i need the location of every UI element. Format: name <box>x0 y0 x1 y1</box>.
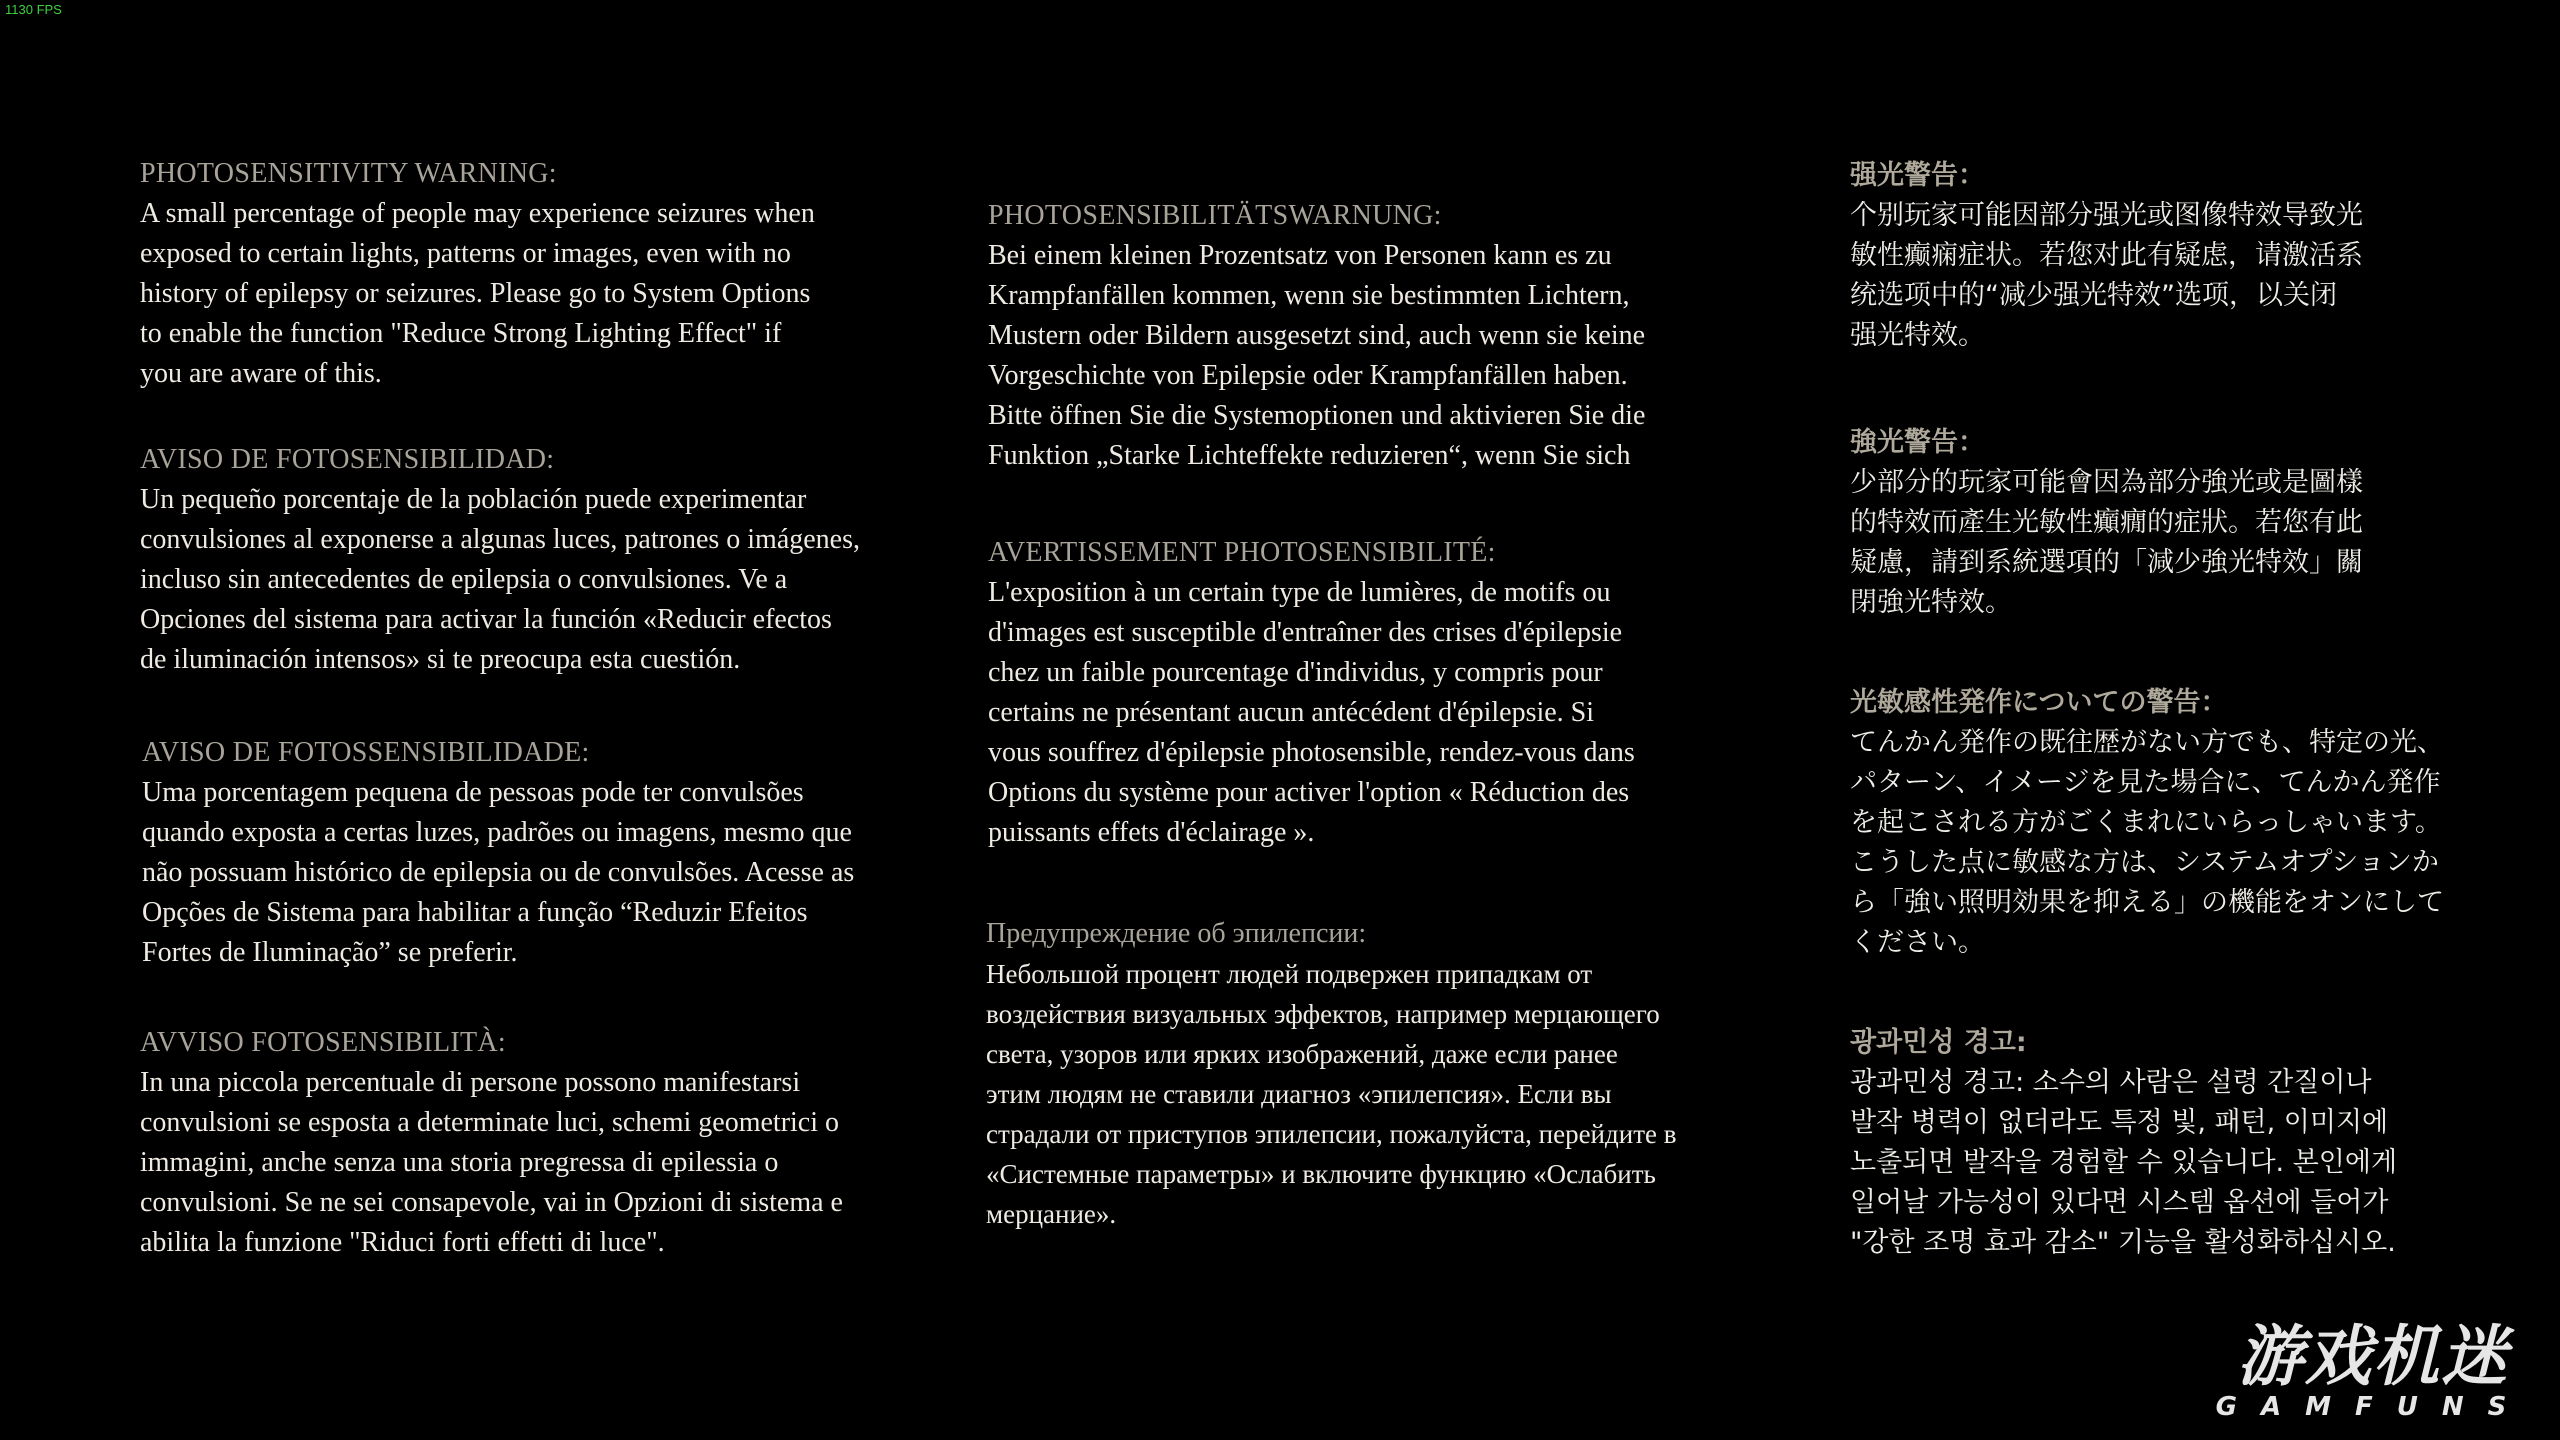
warning-en <box>140 154 815 394</box>
warning-line: мерцание». <box>986 1199 1117 1229</box>
warning-line: Vorgeschichte von Epilepsie oder Krampfanfällen haben. <box>988 360 1628 391</box>
watermark-logo-cn: 游戏机迷 <box>2237 1318 2509 1395</box>
warning-line: Un pequeño porcentaje de la población puede experimentar <box>140 484 807 515</box>
warning-line: vous souffrez d'épilepsie photosensible, rendez-vous dans <box>988 737 1635 768</box>
warning-line: Krampfanfällen kommen, wenn sie bestimmten Lichtern, <box>988 280 1630 311</box>
warning-line: you are aware of this. <box>140 358 382 389</box>
warning-heading: Предупреждение об эпилепсии: <box>986 918 1367 949</box>
warning-line: L'exposition à un certain type de lumières, de motifs ou <box>988 577 1611 608</box>
warning-line: 强光特效。 <box>1850 320 1985 351</box>
warning-es <box>140 440 860 680</box>
warning-line: を起こされる方がごくまれにいらっしゃいます。 <box>1850 807 2442 838</box>
warning-line: «Системные параметры» и включите функцию «Ослабить <box>986 1159 1656 1189</box>
warning-line: パターン、イメージを見た場合に、てんかん発作 <box>1850 767 2441 798</box>
warning-line: quando exposta a certas luzes, padrões ou imagens, mesmo que <box>142 817 852 848</box>
warning-line: 노출되면 발작을 경험할 수 있습니다. 본인에게 <box>1850 1147 2398 1178</box>
warning-line: 閉強光特效。 <box>1850 587 2012 618</box>
warning-line: convulsiones al exponerse a algunas luces, patrones o imágenes, <box>140 524 861 555</box>
warning-line: Fortes de Iluminação” se preferir. <box>142 937 518 968</box>
warning-line: 疑慮，請到系統選項的「減少強光特效」關 <box>1850 547 2363 578</box>
warning-line: chez un faible pourcentage d'individus, y compris pour <box>988 657 1603 688</box>
warning-line: Options du système pour activer l'option « Réduction des <box>988 777 1630 808</box>
warning-ru <box>986 914 1676 1234</box>
warning-line: こうした点に敏感な方は、システムオプションか <box>1850 847 2439 878</box>
warning-line: 的特效而產生光敏性癲癇的症狀。若您有此 <box>1850 507 2363 538</box>
warning-zh-hans <box>1850 156 2363 356</box>
warning-heading: 強光警告： <box>1850 427 1985 458</box>
warning-line: incluso sin antecedentes de epilepsia o convulsiones. Ve a <box>140 564 788 595</box>
warning-heading: 광과민성 경고: <box>1850 1027 2027 1058</box>
warning-line: Funktion „Starke Lichteffekte reduzieren“, wenn Sie sich <box>988 440 1631 471</box>
warning-line: A small percentage of people may experience seizures when <box>140 198 815 229</box>
warning-pt <box>142 733 854 973</box>
watermark-logo-en: GAMFUNS <box>2215 1392 2531 1422</box>
warning-heading: AVISO DE FOTOSSENSIBILIDADE: <box>142 737 590 768</box>
warning-line: In una piccola percentuale di persone possono manifestarsi <box>140 1067 801 1098</box>
warning-line: Bitte öffnen Sie die Systemoptionen und aktivieren Sie die <box>988 400 1646 431</box>
warning-line: 个别玩家可能因部分强光或图像特效导致光 <box>1850 200 2363 231</box>
warning-line: convulsioni se esposta a determinate luci, schemi geometrici o <box>140 1107 840 1138</box>
warning-line: immagini, anche senza una storia pregressa di epilessia o <box>140 1147 779 1178</box>
warning-heading: PHOTOSENSITIVITY WARNING: <box>140 158 557 189</box>
warning-line: воздействия визуальных эффектов, например мерцающего <box>986 999 1660 1029</box>
warning-line: Bei einem kleinen Prozentsatz von Personen kann es zu <box>988 240 1612 271</box>
warning-line: d'images est susceptible d'entraîner des crises d'épilepsie <box>988 617 1623 648</box>
warning-line: de iluminación intensos» si te preocupa esta cuestión. <box>140 644 741 675</box>
warning-heading: AVISO DE FOTOSENSIBILIDAD: <box>140 444 555 475</box>
warning-line: てんかん発作の既往歴がない方でも、特定の光、 <box>1850 727 2444 758</box>
warning-line: Mustern oder Bildern ausgesetzt sind, auch wenn sie keine <box>988 320 1646 351</box>
warning-line: света, узоров или ярких изображений, даже если ранее <box>986 1039 1618 1069</box>
warning-line: Opciones del sistema para activar la función «Reducir efectos <box>140 604 832 635</box>
warning-de <box>988 196 1645 476</box>
watermark-logo <box>2198 1318 2548 1432</box>
warning-heading: 光敏感性発作についての警告： <box>1850 687 2228 718</box>
fps-counter: 1130 FPS <box>5 2 62 17</box>
warning-line: certains ne présentant aucun antécédent d'épilepsie. Si <box>988 697 1595 728</box>
warning-zh-hant <box>1850 423 2363 623</box>
warning-heading: PHOTOSENSIBILITÄTSWARNUNG: <box>988 200 1442 231</box>
warning-line: history of epilepsy or seizures. Please go to System Options <box>140 278 811 309</box>
warning-line: этим людям не ставили диагноз «эпилепсия». Если вы <box>986 1079 1612 1109</box>
warning-line: abilita la funzione "Riduci forti effetti di luce". <box>140 1227 665 1258</box>
warning-line: 少部分的玩家可能會因為部分強光或是圖樣 <box>1850 467 2363 498</box>
warning-line: exposed to certain lights, patterns or images, even with no <box>140 238 791 269</box>
warning-line: ら「強い照明効果を抑える」の機能をオンにして <box>1850 887 2444 918</box>
warning-line: 统选项中的“减少强光特效”选项，以关闭 <box>1850 280 2337 311</box>
warning-line: Небольшой процент людей подвержен припадкам от <box>986 959 1593 989</box>
warning-heading: 强光警告： <box>1850 160 1985 191</box>
warning-it <box>140 1023 843 1263</box>
warning-line: Opções de Sistema para habilitar a função “Reduzir Efeitos <box>142 897 808 928</box>
warning-line: ください。 <box>1850 927 1985 958</box>
warning-line: 광과민성 경고: 소수의 사람은 설령 간질이나 <box>1850 1067 2372 1098</box>
warning-line: Uma porcentagem pequena de pessoas pode ter convulsões <box>142 777 804 808</box>
warning-line: to enable the function "Reduce Strong Lighting Effect" if <box>140 318 782 349</box>
warning-line: 일어날 가능성이 있다면 시스템 옵션에 들어가 <box>1850 1187 2389 1218</box>
warning-line: convulsioni. Se ne sei consapevole, vai in Opzioni di sistema e <box>140 1187 843 1218</box>
warning-line: não possuam histórico de epilepsia ou de convulsões. Acesse as <box>142 857 855 888</box>
warning-line: "강한 조명 효과 감소" 기능을 활성화하십시오. <box>1850 1227 2396 1258</box>
warning-line: puissants effets d'éclairage ». <box>988 817 1315 848</box>
warning-line: 발작 병력이 없더라도 특정 빛, 패턴, 이미지에 <box>1850 1107 2389 1138</box>
warning-heading: AVVISO FOTOSENSIBILITÀ: <box>140 1027 507 1058</box>
warning-ja <box>1850 683 2444 963</box>
warning-line: страдали от приступов эпилепсии, пожалуйста, перейдите в <box>986 1119 1677 1149</box>
warning-heading: AVERTISSEMENT PHOTOSENSIBILITÉ: <box>988 537 1496 568</box>
warning-ko <box>1850 1023 2397 1263</box>
warning-line: 敏性癫痫症状。若您对此有疑虑，请激活系 <box>1850 240 2363 271</box>
warning-fr <box>988 533 1635 853</box>
